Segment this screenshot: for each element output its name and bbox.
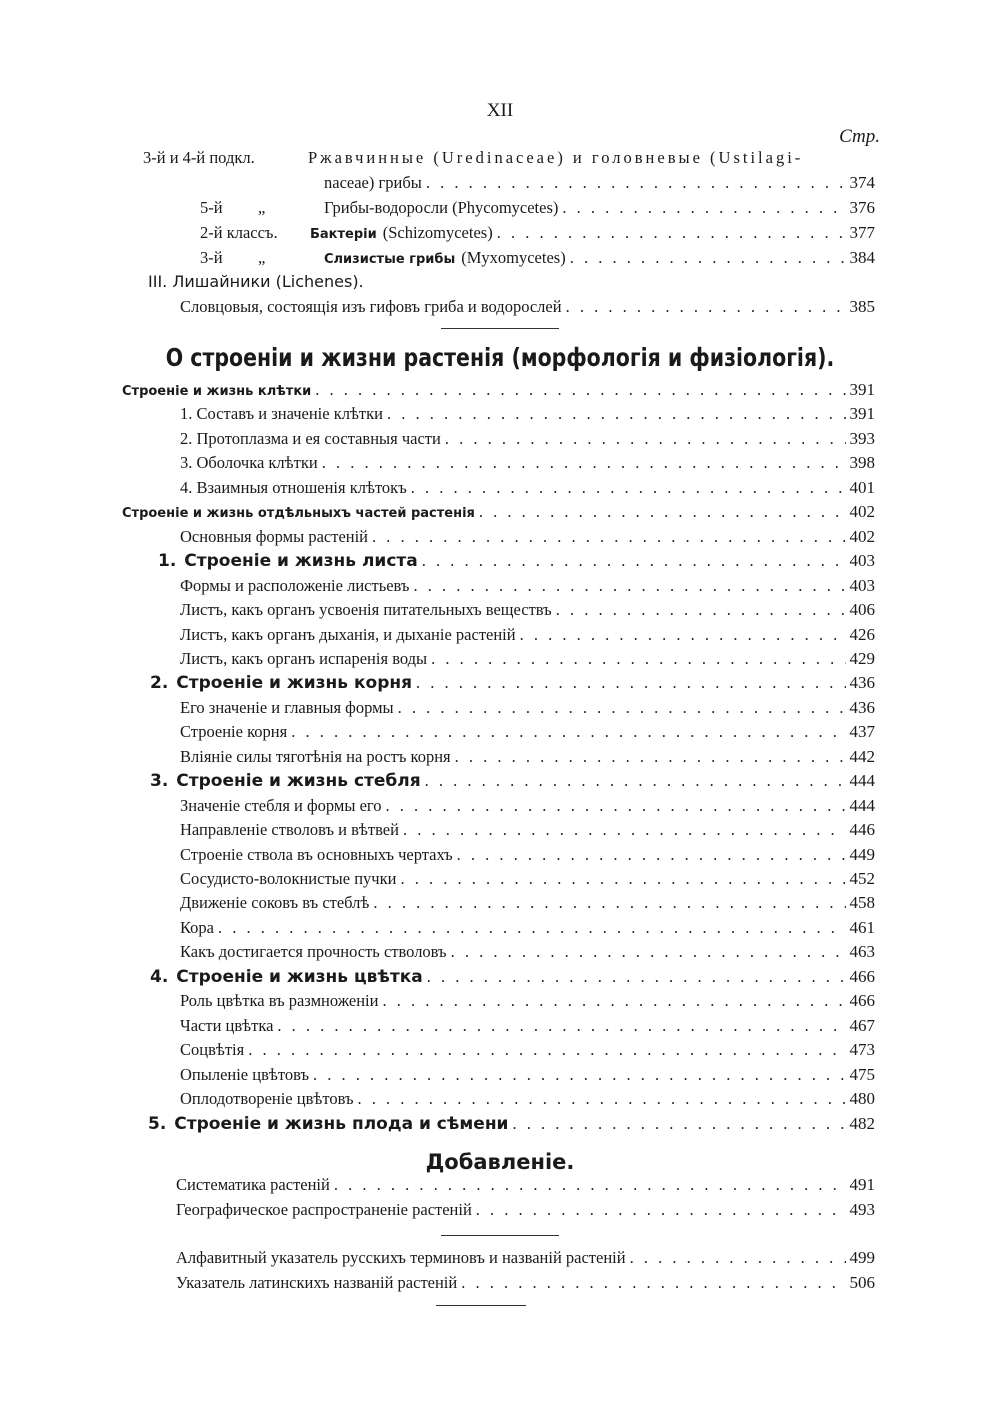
entry-text: Листъ, какъ органъ испаренія воды bbox=[180, 648, 428, 668]
entry-page: 442 bbox=[849, 746, 875, 766]
dot-leader bbox=[556, 600, 846, 620]
entry-text: Соцвѣтія bbox=[180, 1040, 245, 1060]
toc-entry bbox=[176, 1248, 875, 1270]
entry-page: 403 bbox=[849, 575, 875, 595]
dot-leader bbox=[403, 820, 846, 840]
toc-entry bbox=[200, 198, 875, 220]
entry-page: 452 bbox=[849, 869, 875, 888]
toc-entry bbox=[176, 1200, 875, 1222]
toc-entry bbox=[180, 600, 875, 622]
dot-leader bbox=[427, 967, 846, 987]
entry-page: 391 bbox=[849, 404, 875, 424]
entry-bold-text: Бактеріи bbox=[310, 227, 377, 242]
toc-entry bbox=[180, 1089, 875, 1111]
entry-text: Строеніе корня bbox=[180, 722, 288, 742]
toc-entry bbox=[200, 223, 875, 245]
toc-entry bbox=[176, 1175, 875, 1197]
entry-page: 458 bbox=[849, 893, 875, 913]
dot-leader bbox=[630, 1248, 846, 1268]
entry-text: 2. Протоплазма и ея составныя части bbox=[180, 428, 441, 448]
entry-page: 466 bbox=[849, 991, 875, 1011]
entry-ditto: „ bbox=[258, 248, 266, 267]
dot-leader bbox=[570, 248, 846, 268]
toc-entry bbox=[180, 649, 875, 671]
entry-text: Систематика растеній bbox=[176, 1175, 330, 1194]
entry-prefix: 5-й bbox=[200, 198, 223, 217]
toc-entry bbox=[180, 625, 875, 647]
entry-text: Значеніе стебля и формы его bbox=[180, 795, 382, 815]
entry-text: 3. Оболочка клѣтки bbox=[180, 453, 318, 473]
entry-text: (Schizomycetes) bbox=[382, 223, 493, 242]
entry-number: 5. bbox=[148, 1113, 167, 1134]
entry-text: Географическое распространеніе растеній bbox=[176, 1200, 472, 1219]
entry-page: 385 bbox=[849, 297, 875, 316]
dot-leader bbox=[398, 698, 846, 718]
dot-leader bbox=[479, 502, 846, 522]
toc-entry bbox=[180, 1016, 875, 1038]
dot-leader bbox=[373, 893, 845, 913]
toc-entry bbox=[324, 173, 875, 195]
entry-page: 491 bbox=[849, 1175, 875, 1194]
dot-leader bbox=[451, 942, 846, 962]
toc-entry bbox=[180, 991, 875, 1013]
entry-text: Строеніе и жизнь плода и сѣмени bbox=[174, 1113, 509, 1134]
entry-ditto: „ bbox=[258, 198, 266, 217]
entry-page: 473 bbox=[849, 1040, 875, 1060]
entry-text: Ржавчинные (Uredinaceae) и головневые (Ustilagi- bbox=[308, 148, 804, 167]
section-heading-morphology: О строеніи и жизни растенія (морфологія и физіологія). bbox=[165, 343, 835, 372]
entry-page: 463 bbox=[849, 942, 875, 962]
toc-entry bbox=[150, 673, 875, 695]
toc-entry bbox=[180, 942, 875, 964]
toc-entry bbox=[180, 1065, 875, 1087]
entry-page: 401 bbox=[849, 477, 875, 497]
entry-page: 480 bbox=[849, 1089, 875, 1109]
entry-text: 1. Составъ и значеніе клѣтки bbox=[180, 404, 383, 424]
dot-leader bbox=[386, 796, 846, 816]
dot-leader bbox=[476, 1200, 846, 1220]
dot-leader bbox=[520, 625, 846, 645]
toc-entry bbox=[180, 869, 875, 891]
dot-leader bbox=[334, 1175, 846, 1195]
dot-leader bbox=[322, 453, 846, 473]
entry-text: Его значеніе и главныя формы bbox=[180, 697, 394, 717]
dot-leader bbox=[382, 991, 845, 1011]
dot-leader bbox=[455, 747, 846, 767]
toc-entry bbox=[180, 404, 875, 426]
dot-leader bbox=[411, 478, 846, 498]
entry-text: III. Лишайники (Lichenes). bbox=[148, 272, 364, 291]
dot-leader bbox=[566, 297, 846, 317]
entry-number: 3. bbox=[150, 771, 169, 792]
entry-page: 444 bbox=[849, 795, 875, 815]
entry-page: 436 bbox=[849, 673, 875, 693]
entry-page: 461 bbox=[849, 917, 875, 937]
entry-page: 493 bbox=[849, 1200, 875, 1219]
entry-page: 429 bbox=[849, 648, 875, 668]
entry-text: Строеніе и жизнь отдѣльныхъ частей растенія bbox=[122, 506, 475, 522]
entry-page: 437 bbox=[849, 722, 875, 742]
entry-text: Вліяніе силы тяготѣнія на ростъ корня bbox=[180, 746, 451, 766]
toc-entry bbox=[122, 502, 875, 524]
entry-page: 436 bbox=[849, 697, 875, 717]
toc-subheading bbox=[148, 272, 648, 294]
toc-entry bbox=[143, 148, 873, 170]
dot-leader bbox=[461, 1273, 845, 1293]
entry-text: Указатель латинскихъ названій растеній bbox=[176, 1273, 458, 1292]
entry-page: 374 bbox=[849, 173, 875, 192]
dot-leader bbox=[291, 722, 845, 742]
toc-entry bbox=[180, 527, 875, 549]
dot-leader bbox=[416, 673, 845, 693]
section-heading-addendum: Добавленіе. bbox=[425, 1150, 575, 1174]
toc-entry bbox=[180, 576, 875, 598]
dot-leader bbox=[497, 223, 846, 243]
dot-leader bbox=[431, 649, 845, 669]
entry-number: 4. bbox=[150, 966, 169, 987]
entry-text: Роль цвѣтка въ размноженіи bbox=[180, 991, 379, 1011]
dot-leader bbox=[372, 527, 845, 547]
entry-text: Строеніе ствола въ основныхъ чертахъ bbox=[180, 844, 453, 864]
toc-entry bbox=[180, 893, 875, 915]
dot-leader bbox=[387, 404, 846, 424]
entry-text: Строеніе и жизнь клѣтки bbox=[122, 384, 312, 399]
dot-leader bbox=[277, 1016, 845, 1036]
entry-page: 506 bbox=[849, 1273, 875, 1292]
entry-text: Какъ достигается прочность стволовъ bbox=[180, 942, 447, 962]
entry-text: Основныя формы растеній bbox=[180, 526, 369, 546]
entry-text: Грибы-водоросли (Phycomycetes) bbox=[324, 198, 559, 217]
toc-entry bbox=[158, 551, 875, 573]
dot-leader bbox=[457, 845, 846, 865]
entry-text: Движеніе соковъ въ стеблѣ bbox=[180, 893, 370, 913]
entry-text: Строеніе и жизнь цвѣтка bbox=[176, 966, 423, 987]
dot-leader bbox=[413, 576, 845, 596]
entry-page: 402 bbox=[849, 502, 875, 522]
toc-entry bbox=[200, 248, 875, 270]
entry-prefix: 3-й и 4-й подкл. bbox=[143, 148, 255, 167]
toc-entry bbox=[122, 380, 875, 402]
toc-entry bbox=[180, 1040, 875, 1062]
entry-text: Строеніе и жизнь листа bbox=[184, 551, 418, 572]
page-number: XII bbox=[486, 100, 514, 121]
dot-leader bbox=[313, 1065, 846, 1085]
toc-entry bbox=[180, 747, 875, 769]
entry-page: 406 bbox=[849, 600, 875, 620]
entry-page: 393 bbox=[849, 428, 875, 448]
toc-entry bbox=[180, 429, 875, 451]
entry-text: Алфавитный указатель русскихъ терминовъ и названій растеній bbox=[176, 1248, 626, 1267]
toc-entry bbox=[180, 297, 875, 319]
divider bbox=[441, 1235, 559, 1236]
entry-text: Формы и расположеніе листьевъ bbox=[180, 575, 410, 595]
toc-entry bbox=[180, 478, 875, 500]
entry-prefix: 2-й классъ. bbox=[200, 223, 278, 242]
dot-leader bbox=[422, 551, 846, 571]
dot-leader bbox=[315, 380, 845, 400]
toc-entry bbox=[176, 1273, 875, 1295]
entry-text: Листъ, какъ органъ дыханія, и дыханіе растеній bbox=[180, 624, 516, 644]
entry-text: Кора bbox=[180, 917, 215, 937]
toc-entry bbox=[180, 918, 875, 940]
toc-entry bbox=[180, 820, 875, 842]
toc-entry bbox=[180, 698, 875, 720]
dot-leader bbox=[425, 771, 846, 791]
entry-text: Направленіе стволовъ и вѣтвей bbox=[180, 820, 399, 840]
entry-page: 402 bbox=[849, 526, 875, 546]
entry-text: Оплодотвореніе цвѣтовъ bbox=[180, 1089, 354, 1109]
divider bbox=[441, 328, 559, 329]
entry-text: Словцовыя, состоящія изъ гифовъ гриба и водорослей bbox=[180, 297, 562, 316]
entry-page: 403 bbox=[849, 551, 875, 571]
toc-entry bbox=[180, 845, 875, 867]
entry-text: Листъ, какъ органъ усвоенія питательныхъ веществъ bbox=[180, 600, 552, 620]
entry-text: Части цвѣтка bbox=[180, 1015, 274, 1035]
entry-page: 376 bbox=[849, 198, 875, 217]
dot-leader bbox=[445, 429, 846, 449]
divider bbox=[436, 1305, 526, 1306]
dot-leader bbox=[512, 1114, 845, 1134]
entry-page: 398 bbox=[849, 453, 875, 473]
entry-text: Строеніе и жизнь стебля bbox=[176, 771, 421, 792]
entry-page: 449 bbox=[849, 844, 875, 864]
entry-prefix: 3-й bbox=[200, 248, 223, 267]
entry-page: 391 bbox=[849, 380, 875, 399]
entry-page: 466 bbox=[849, 966, 875, 986]
dot-leader bbox=[358, 1089, 846, 1109]
entry-page: 384 bbox=[849, 248, 875, 267]
entry-text: naceae) грибы bbox=[324, 173, 422, 192]
dot-leader bbox=[218, 918, 845, 938]
dot-leader bbox=[248, 1040, 845, 1060]
toc-entry bbox=[150, 967, 875, 989]
entry-page: 482 bbox=[849, 1113, 875, 1133]
entry-page: 475 bbox=[849, 1064, 875, 1084]
entry-text: 4. Взаимныя отношенія клѣтокъ bbox=[180, 477, 407, 497]
toc-entry bbox=[180, 453, 875, 475]
entry-number: 1. bbox=[158, 551, 177, 572]
toc-entry bbox=[180, 722, 875, 744]
toc-entry bbox=[180, 796, 875, 818]
entry-text: Строеніе и жизнь корня bbox=[176, 673, 413, 694]
dot-leader bbox=[400, 869, 845, 889]
entry-text: (Myxomycetes) bbox=[461, 248, 566, 267]
entry-number: 2. bbox=[150, 673, 169, 694]
entry-page: 446 bbox=[849, 820, 875, 840]
entry-text: Сосудисто-волокнистые пучки bbox=[180, 869, 397, 888]
entry-page: 444 bbox=[849, 771, 875, 791]
toc-entry bbox=[150, 771, 875, 793]
entry-page: 377 bbox=[849, 223, 875, 242]
entry-page: 426 bbox=[849, 624, 875, 644]
entry-page: 499 bbox=[849, 1248, 875, 1267]
dot-leader bbox=[562, 198, 845, 218]
entry-text: Опыленіе цвѣтовъ bbox=[180, 1064, 309, 1084]
page-column-label: Стр. bbox=[839, 126, 880, 147]
entry-page: 467 bbox=[849, 1015, 875, 1035]
entry-bold-text: Слизистые грибы bbox=[324, 252, 456, 267]
dot-leader bbox=[426, 173, 846, 193]
toc-entry bbox=[148, 1114, 875, 1136]
